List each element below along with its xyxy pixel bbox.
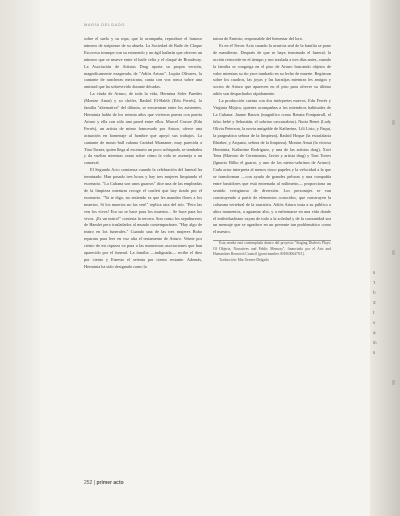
translation-credit: Traducción: Mar Orenes-Delgado <box>219 258 269 263</box>
margin-fragment: s <box>373 350 376 355</box>
margin-fragment: 3 <box>373 300 376 305</box>
footnote: Esta reseña está contemplada dentro del proyecto "Staging Dialects Plays: Of Objects, Narratives and Public Memory", financiado por el Arts and Humanities Research Council (grant number AH/K006479/1). <box>213 241 331 257</box>
paragraph: El Segundo Acto comienza cuando la celebración del funeral ha terminado. Han pasado tres horas y hay tres mujeres limpiando el escenario. "La Cubana son unos guarros" dice una de las empleadas de la limpieza mientras recoge el confeti que hay tirado por el escenario. "Ya te digo, no entiendo es que les manden flores a los muertos. Si los muertos no las ven!" replica otra del trío. "Pero las ven los vivos! Eso no se hace para los muertos... Se hace para los vivos. ¡Es un teatro!" contesta la tercera. Son como los sepultureros de Hamlet pero trasladados al mundo contemporáneo. "Hay algo de teatro en los funerales." Cuando una de las tres mujeres Bubo reparara para leer en voz alta el testamento de Arturo. Veinte por ciento de mi riqueza va para a las numerosas asociaciones que han aparecido por el funeral. La familia —indignada— recibe el diez por ciento y Ernesto el setenta por ciento restante. Además, Herminia ha sido designada como la <box>84 167 202 269</box>
paragraph: Es en el Tercer Acto cuando la avaricia real de la familia se pone de manifiesto. Después de que se haya terminado el funeral, la acción retrocede en el tiempo y nos traslada a tres días antes, cuando la familia se congrega en el piso de Arturo buscando objetos de valor mientras su tío yace tumbado en su lecho de muerte. Registran sobre los cuadros, las joyas y las baratijas mientras les amigos y socios de Arturo que aparecen en el piso para ofrecer su último adiós son despachados rápidamente. <box>213 42 331 97</box>
scan-shadow-right <box>370 0 400 516</box>
paragraph: sobre el suelo y su ropa, que lo acompaña, reproduce el famoso número de striptease de su abuela. La Sociedad de Baile de Claque Escocesa irrumpe con su estruendo y un ágil bailarín que ofrecen un número que se mueve entre el baile celta y el claqué de Broadway. La Asociación de Artistas Drag aporta su propia versión, magnificamente exagerada, de "Adiós Arturo". Lupita Olivares, la cantante de rancheras mexicana, canta con voz ronca sobre una amistad que ha sobrevivido durante décadas. <box>84 36 202 90</box>
margin-fragment: a <box>373 330 376 335</box>
margin-fragment: t <box>373 310 375 315</box>
paragraph: La viuda de Arturo, de toda la vida, Hermina Soler Paredes (Montse Amat) y su chófer, Rashid El-Habib (Edu Ferrés), la familia "alternativa" del difunto, se encuentran entre los asistentes. Herminia habla de los setenta años que vivieron puerta con puerta Arturo y ella con sólo una pared entre ellos. Marcel Crusoe (Edu Ferrés), un artista de mimo francesado por Arturo, ofrece una actuación en homenaje al hombre que apoyó sus trabajos. La cantante de music-hall cubana Caridad Montaner, muy parecida a Tina Turner, quien llega al escenario un poco achispada, se tambalea y da vueltas mientras canta sobre cómo la vida se asemeja a un carnaval. <box>84 91 202 166</box>
journal-name: primer acto <box>96 480 124 486</box>
margin-fragment: 't <box>373 280 376 285</box>
margin-fragment: h <box>373 290 376 295</box>
paragraph: tutora de Ernesto, responsable del bienestar del loro. <box>213 36 304 41</box>
paragraph: La producción cuenta con dos intérpretes nuevos, Edu Ferrés y Virginia Mújica, quienes acompañan a los miembros habituales de La Cubana: Jaume Baucis (magnífico como Renata Fontpatrull, el falso bebé y Sebastián, el sobrino cascarrabias), Nuria Benet (Lady Olivia Peterson, la novia amigable de Katherine, Lili Lirio, y Paqui, la pragmática señora de la limpieza), Rashid Hoque (la estrafalaria Rhiaber, y Arquato, señora de la limpieza), Montse Amat (la viciosa Herminia, Katherine Rodriguez, y una de las artistas drag), Xavi Tena (Maestro de Ceremonias, Javier y artista drag) y Toni Torres (Ignacio Bilbo el guarro, y uno de los nietos-sobrinos de Arturo). Cada actor interpreta al menos cinco papeles y la velocidad a la que se transforman —con ayuda de grandes pelucas y una compañía entre bastidores que está entrenada al milímetro— proporciona un sentido vertiginoso de diversión. Los personajes se van construyendo a partir de elementos conocidos, que construyen la columna vertebral de la narrativa. Adiós Arturo trata a su público a altos momentos, a aguantar alto, y a enfrentarse en una vida donde el individualismo vayan de todo a la soledad y de la comunidad sea un mensaje que se agradece en un presente tan problemático como el nuestro. <box>213 98 331 235</box>
margin-fragment: s <box>373 270 376 275</box>
folio: 252 | primer acto <box>84 480 124 486</box>
running-head: MARÍA DELGADO <box>84 22 125 27</box>
journal-page <box>48 0 368 516</box>
margin-fragment: in <box>373 340 377 345</box>
right-column <box>213 36 331 264</box>
binding-hole <box>392 120 395 125</box>
binding-hole <box>392 380 395 385</box>
left-column <box>84 36 202 271</box>
binding-hole <box>392 250 395 255</box>
page-number: 252 <box>84 480 93 486</box>
scan-shadow-left <box>0 0 40 516</box>
margin-fragment: v <box>373 320 376 325</box>
facing-page-fragments <box>373 268 381 358</box>
